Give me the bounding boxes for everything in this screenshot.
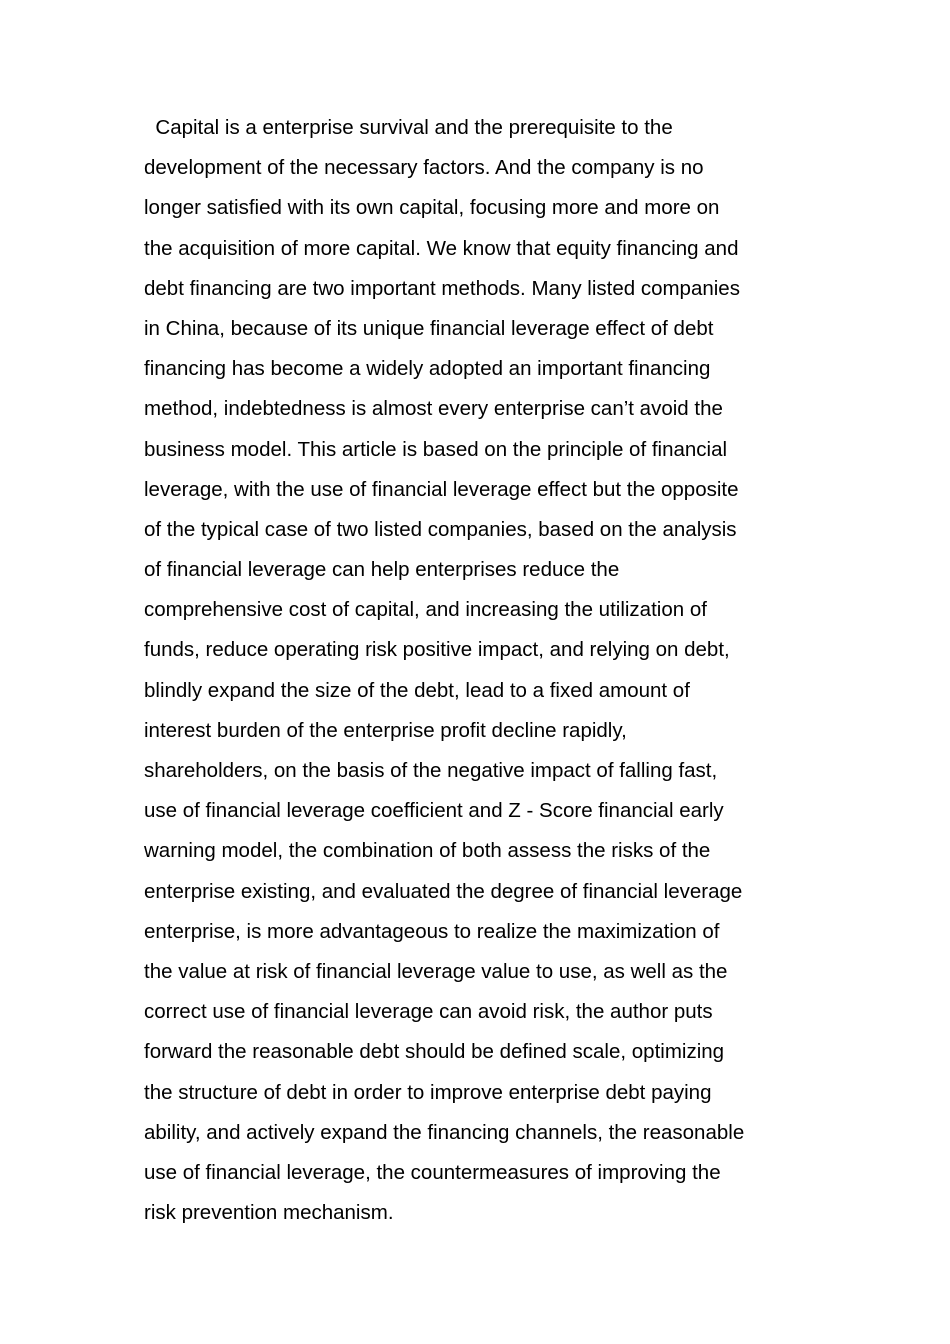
paragraph-line: of the typical case of two listed companies, based on the analysis <box>144 517 737 541</box>
paragraph-line: the value at risk of financial leverage value to use, as well as the <box>144 959 728 983</box>
paragraph-line: shareholders, on the basis of the negative impact of falling fast, <box>144 759 718 782</box>
paragraph-line: enterprise existing, and evaluated the degree of financial leverage <box>144 879 743 903</box>
paragraph-line: debt financing are two important methods. Many listed companies <box>144 276 740 300</box>
paragraph-line: the acquisition of more capital. We know that equity financing and <box>144 236 739 260</box>
paragraph-line: financing has become a widely adopted an important financing <box>144 357 711 381</box>
paragraph-line: the structure of debt in order to improve enterprise debt paying <box>144 1080 712 1104</box>
paragraph-line: blindly expand the size of the debt, lead to a fixed amount of <box>144 678 690 702</box>
paragraph-line: leverage, with the use of financial leverage effect but the opposite <box>144 477 739 501</box>
paragraph-line: use of financial leverage, the countermeasures of improving the <box>144 1160 721 1184</box>
paragraph-line: longer satisfied with its own capital, focusing more and more on <box>144 196 720 220</box>
paragraph-line: funds, reduce operating risk positive impact, and relying on debt, <box>144 638 730 662</box>
paragraph-line: ability, and actively expand the financing channels, the reasonable <box>144 1120 745 1144</box>
paragraph-line: in China, because of its unique financial leverage effect of debt <box>144 316 714 340</box>
paragraph-line: method, indebtedness is almost every enterprise can’t avoid the <box>144 397 723 421</box>
paragraph-line: development of the necessary factors. And the company is no <box>144 156 704 180</box>
paragraph-line: of financial leverage can help enterprises reduce the <box>144 558 620 582</box>
paragraph-line: business model. This article is based on the principle of financial <box>144 437 728 461</box>
paragraph-line: enterprise, is more advantageous to realize the maximization of <box>144 919 720 943</box>
paragraph-line: correct use of financial leverage can avoid risk, the author puts <box>144 1000 713 1024</box>
paragraph-line: risk prevention mechanism. <box>144 1201 394 1225</box>
paragraph-line: warning model, the combination of both assess the risks of the <box>144 839 711 863</box>
abstract-paragraph <box>144 108 824 1233</box>
paragraph-line: forward the reasonable debt should be defined scale, optimizing <box>144 1040 725 1064</box>
paragraph-line: Capital is a enterprise survival and the prerequisite to the <box>144 116 673 139</box>
paragraph-line: comprehensive cost of capital, and increasing the utilization of <box>144 598 707 622</box>
paragraph-line: use of financial leverage coefficient and Z - Score financial early <box>144 799 724 823</box>
paragraph-line: interest burden of the enterprise profit decline rapidly, <box>144 718 627 742</box>
